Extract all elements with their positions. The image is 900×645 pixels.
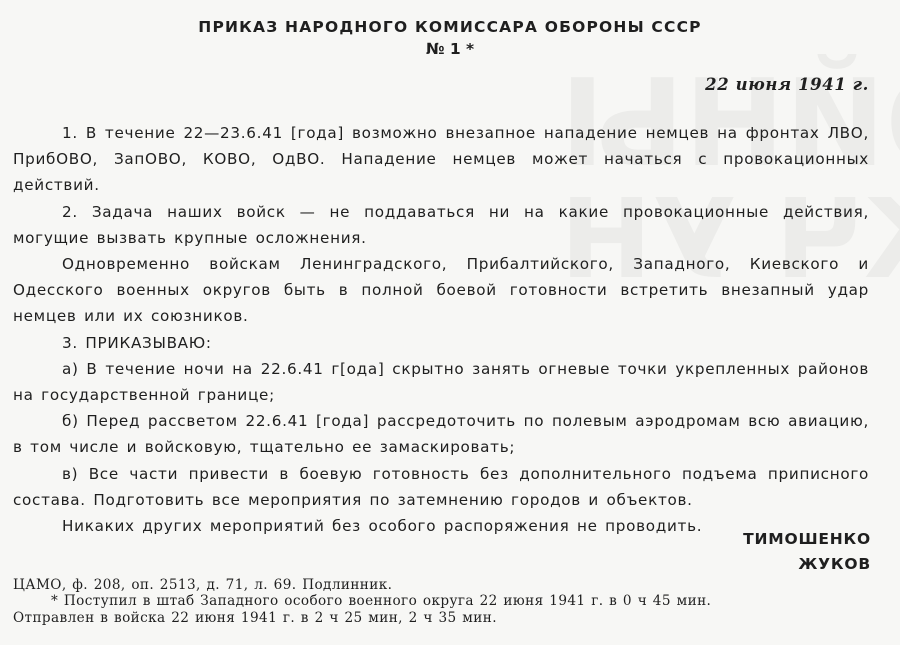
footnotes <box>13 577 873 626</box>
paragraph-3a: а) В течение ночи на 22.6.41 г[ода] скрытно занять огневые точки укрепленных районов на государственной границе; <box>13 359 869 405</box>
footnote-received: * Поступил в штаб Западного особого военного округа 22 июня 1941 г. в 0 ч 45 мин. <box>51 593 712 610</box>
order-body <box>13 120 869 539</box>
document-title: ПРИКАЗ НАРОДНОГО КОМИССАРА ОБОРОНЫ СССР <box>198 18 702 36</box>
order-number: № 1 * <box>425 40 475 58</box>
paragraph-simultaneously: Одновременно войскам Ленинградского, Прибалтийского, Западного, Киевского и Одесского военных округов быть в полной боевой готовности встретить внезапный удар немцев или их союзников. <box>13 255 869 326</box>
paragraph-2: 2. Задача наших войск — не поддаваться ни на какие провокационные действия, могущие вызвать крупные осложнения. <box>13 202 869 247</box>
footnote-sent: Отправлен в войска 22 июня 1941 г. в 2 ч 25 мин, 2 ч 35 мин. <box>13 609 497 626</box>
paragraph-3v: в) Все части привести в боевую готовность без дополнительного подъема приписного состава. Подготовить все мероприятия по затемнению городов и объектов. <box>13 464 869 509</box>
paragraph-3b: б) Перед рассветом 22.6.41 [года] рассредоточить по полевым аэродромам всю авиацию, в том числе и войсковую, тщательно ее замаскировать; <box>13 412 869 457</box>
paragraph-closing: Никаких других мероприятий без особого распоряжения не проводить. <box>62 517 703 536</box>
document-date: 22 июня 1941 г. <box>705 75 869 94</box>
signature-timoshenko: ТИМОШЕНКО <box>743 530 871 548</box>
archive-source-note: ЦАМО, ф. 208, оп. 2513, д. 71, л. 69. Подлинник. <box>13 577 393 593</box>
signature-zhukov: ЖУКОВ <box>798 555 871 573</box>
paragraph-1: 1. В течение 22—23.6.41 [года] возможно внезапное нападение немцев на фронтах ЛВО, ПрибОВО, ЗапОВО, КОВО, ОдВО. Нападение немцев может начаться с провокационных действий. <box>13 124 869 195</box>
paragraph-3-heading: 3. ПРИКАЗЫВАЮ: <box>62 333 212 352</box>
